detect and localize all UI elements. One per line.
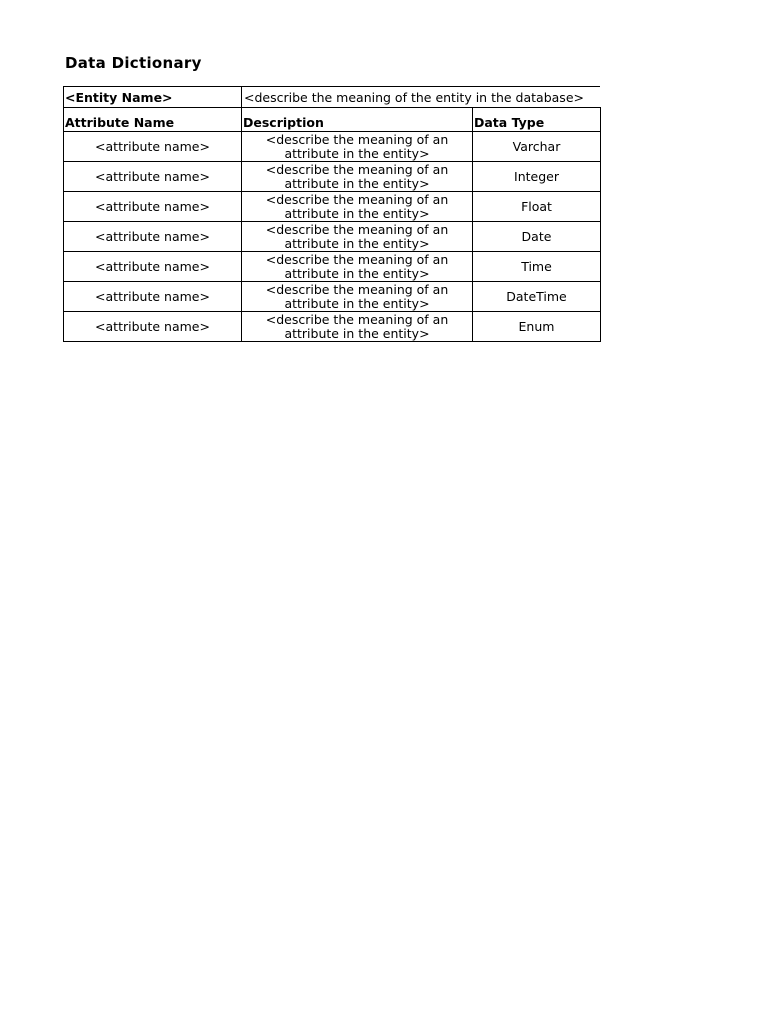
attribute-description-cell [242,132,473,162]
attribute-description-cell [242,252,473,282]
data-type-cell: Enum [473,312,601,342]
attribute-name-cell: <attribute name> [64,222,242,252]
description-line-1: <describe the meaning of an [265,312,449,327]
description-line-1: <describe the meaning of an [265,162,449,177]
data-type-cell: Integer [473,162,601,192]
attribute-table [63,107,601,342]
description-line-1: <describe the meaning of an [265,192,449,207]
header-data-type: Data Type [473,108,601,132]
description-line-2: attribute in the entity> [284,175,430,191]
description-line-1: <describe the meaning of an [265,222,449,237]
entity-name-cell: <Entity Name> [64,87,242,107]
entity-row [63,86,600,108]
description-line-2: attribute in the entity> [284,325,430,341]
attribute-name-cell: <attribute name> [64,132,242,162]
header-attribute-name: Attribute Name [64,108,242,132]
table-row [64,282,601,312]
header-description: Description [242,108,473,132]
table-header-row [64,108,601,132]
page-title: Data Dictionary [65,54,202,72]
attribute-name-cell: <attribute name> [64,252,242,282]
data-type-cell: DateTime [473,282,601,312]
attribute-name-cell: <attribute name> [64,282,242,312]
description-line-2: attribute in the entity> [284,145,430,161]
description-line-1: <describe the meaning of an [265,282,449,297]
attribute-description-cell [242,192,473,222]
data-type-cell: Float [473,192,601,222]
description-line-1: <describe the meaning of an [265,132,449,147]
attribute-description-cell [242,222,473,252]
data-type-cell: Time [473,252,601,282]
attribute-description-cell [242,312,473,342]
entity-description-cell: <describe the meaning of the entity in the database> [244,90,584,105]
table-row [64,252,601,282]
table-row [64,132,601,162]
attribute-description-cell [242,162,473,192]
table-row [64,312,601,342]
table-row [64,222,601,252]
description-line-2: attribute in the entity> [284,265,430,281]
description-line-2: attribute in the entity> [284,235,430,251]
attribute-name-cell: <attribute name> [64,312,242,342]
description-line-1: <describe the meaning of an [265,252,449,267]
attribute-description-cell [242,282,473,312]
attribute-name-cell: <attribute name> [64,162,242,192]
description-line-2: attribute in the entity> [284,205,430,221]
data-type-cell: Date [473,222,601,252]
table-row [64,192,601,222]
description-line-2: attribute in the entity> [284,295,430,311]
table-row [64,162,601,192]
data-type-cell: Varchar [473,132,601,162]
attribute-name-cell: <attribute name> [64,192,242,222]
